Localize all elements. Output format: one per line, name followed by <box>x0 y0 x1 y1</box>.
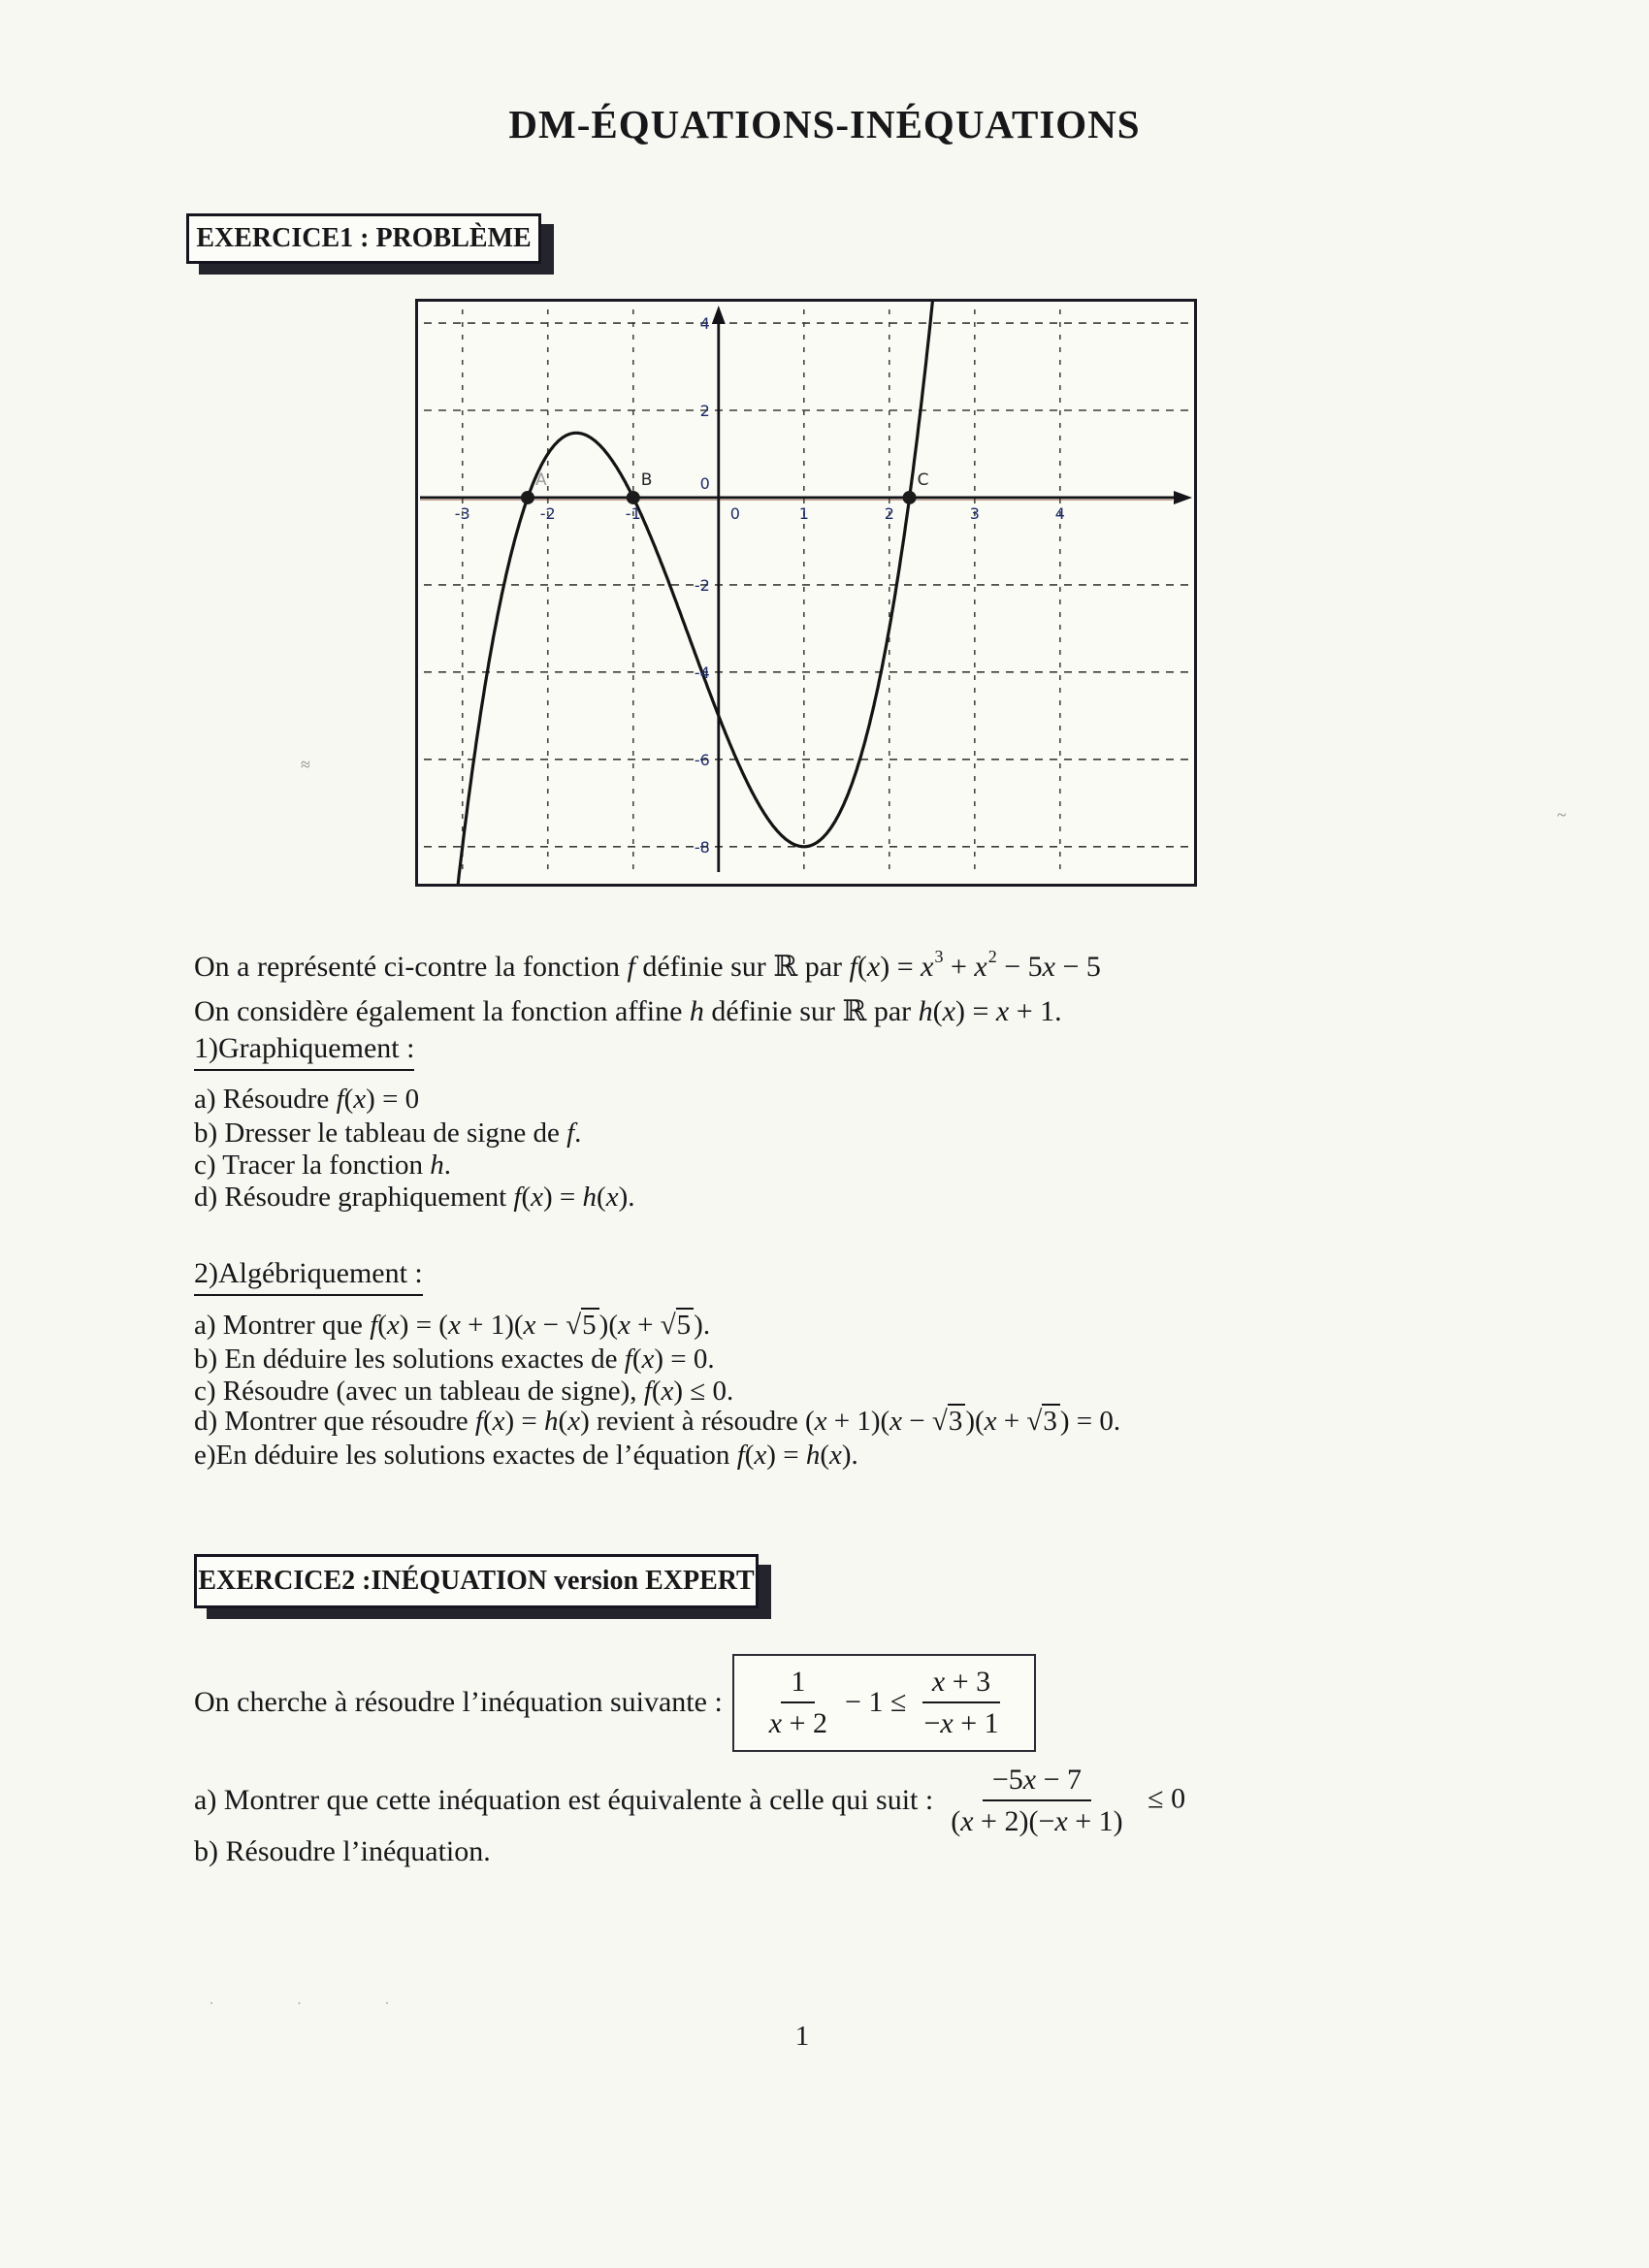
svg-text:1: 1 <box>798 503 809 523</box>
exercise1-heading: EXERCICE1 : PROBLÈME <box>196 223 532 253</box>
graph-item-b: b) Dresser le tableau de signe de f. <box>194 1118 582 1149</box>
svg-text:A: A <box>534 470 547 490</box>
scan-artifact: ~ <box>1557 805 1567 825</box>
exercise2-heading: EXERCICE2 :INÉQUATION version EXPERT <box>198 1566 755 1596</box>
svg-text:0: 0 <box>699 473 710 493</box>
graph-item-d: d) Résoudre graphiquement f(x) = h(x). <box>194 1182 635 1213</box>
graph-item-c: c) Tracer la fonction h. <box>194 1150 451 1181</box>
svg-text:2: 2 <box>884 503 894 523</box>
svg-text:0: 0 <box>729 503 740 523</box>
graph-item-a: a) Résoudre f(x) = 0 <box>194 1084 420 1115</box>
function-graph <box>415 299 1197 887</box>
alg-item-d: d) Montrer que résoudre f(x) = h(x) revient à résoudre (x + 1)(x − √3 )(x + √3 ) = 0. <box>194 1406 1121 1437</box>
section2-heading: 2)Algébriquement : <box>194 1257 423 1296</box>
alg-item-e: e)En déduire les solutions exactes de l’équation f(x) = h(x). <box>194 1440 858 1471</box>
exercise2-item-a-math: $\frac{-5x - 7}{(x + 2)(-x + 1)}$ ≤ 0 <box>951 1763 1186 1837</box>
section1-heading: 1)Graphiquement : <box>194 1032 414 1071</box>
svg-text:-8: -8 <box>694 837 710 857</box>
alg-item-c: c) Résoudre (avec un tableau de signe), f(x) ≤ 0. <box>194 1376 734 1407</box>
svg-text:3: 3 <box>969 503 980 523</box>
svg-text:2: 2 <box>699 401 710 420</box>
alg-item-a: a) Montrer que f(x) = (x + 1)(x − √5 )(x + √5 ). <box>194 1310 711 1341</box>
cubic-function-chart <box>418 302 1194 884</box>
svg-text:-6: -6 <box>694 750 710 769</box>
exercise1-heading-box <box>186 213 541 264</box>
svg-text:4: 4 <box>1054 503 1065 523</box>
exercise2-item-b: b) Résoudre l’inéquation. <box>194 1835 491 1867</box>
scan-artifact: ≈ <box>301 755 310 774</box>
svg-text:-4: -4 <box>694 663 710 682</box>
svg-text:B: B <box>640 470 653 490</box>
intro-paragraph <box>194 937 1101 1034</box>
svg-text:-2: -2 <box>539 503 556 523</box>
svg-text:-1: -1 <box>625 503 641 523</box>
svg-text:4: 4 <box>699 314 710 334</box>
alg-item-b: b) En déduire les solutions exactes de f(x) = 0. <box>194 1344 715 1375</box>
svg-text:C: C <box>917 470 929 490</box>
page-title: DM-ÉQUATIONS-INÉQUATIONS <box>508 102 1141 146</box>
svg-text:-3: -3 <box>454 503 470 523</box>
exercise2-heading-box <box>194 1554 759 1608</box>
exercise2-item-a-label: a) Montrer que cette inéquation est équivalente à celle qui suit : <box>194 1784 934 1816</box>
intro-line-1: On a représenté ci-contre la fonction f définie sur ℝ par $f(x) = x^3 + x^2 - 5x - 5$ <box>194 947 1101 984</box>
page-number: 1 <box>794 2021 810 2052</box>
intro-line-2: On considère également la fonction affine h définie sur ℝ par h(x) = x + 1. <box>194 994 1062 1028</box>
svg-text:-2: -2 <box>694 575 710 595</box>
boxed-inequality: 1 x + 2 − 1 ≤ $\frac{x + 3}{-x + 1}$ <box>732 1654 1036 1752</box>
exercise2-intro-line <box>194 1651 1036 1754</box>
scan-artifact: · · · <box>209 1993 429 2013</box>
exercise2-intro-label: On cherche à résoudre l’inéquation suivante : <box>194 1686 723 1718</box>
